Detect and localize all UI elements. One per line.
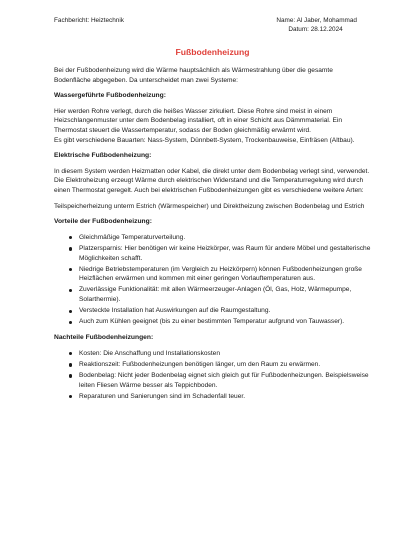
list-item: Platzersparnis: Hier benötigen wir keine Heizkörper, was Raum für andere Möbel und gestalterische Möglichkeiten schafft. [69,244,371,263]
list-item: Zuverlässige Funktionalität: mit allen Wärmeerzeuger-Anlagen (Öl, Gas, Holz, Wärmepumpe, Solarthermie). [69,285,371,304]
bullet-icon [69,363,72,366]
bullet-icon [69,289,72,292]
cons-list [54,349,371,402]
bullet-icon [69,268,72,271]
report-date: Datum: 28.12.2024 [288,26,343,33]
electric-paragraph-2: Teilspeicherheizung unterm Estrich (Wärmespeicher) und Direktheizung zwischen Bodenbelag und Estrich [54,202,365,210]
bullet-icon [69,236,72,239]
cons-heading: Nachteile Fußbodenheizungen: [54,334,154,342]
list-item: Kosten: Die Anschaffung und Installationskosten [69,349,371,359]
author-block [276,16,357,34]
bullet-icon [69,310,72,313]
document-title: Fußbodenheizung [175,47,250,57]
water-heading: Wassergeführte Fußbodenheizung: [54,92,166,100]
bullet-icon [69,247,72,250]
list-item: Gleichmäßige Temperaturverteilung. [69,233,371,243]
bullet-icon [69,374,72,377]
bullet-icon [69,395,72,398]
list-item: Reparaturen und Sanierungen sind im Schadenfall teuer. [69,392,371,402]
water-paragraph [54,107,371,145]
author-name: Name: Al Jaber, Mohammad [276,17,357,24]
report-subject: Fachbericht: Heiztechnik [54,17,124,24]
list-item: Bodenbelag: Nicht jeder Bodenbelag eignet sich gleich gut für Fußbodenheizungen. Beispielsweise leiten Fliesen Wärme besser als Teppichboden. [69,371,371,390]
list-item: Niedrige Betriebstemperaturen (im Vergleich zu Heizkörpern) können Fußbodenheizungen große Heizflächen erwärmen und kommen mit einer geringen Vorlauftemperaturen aus. [69,265,371,284]
list-item: Versteckte Installation hat Auswirkungen auf die Raumgestaltung. [69,306,371,316]
pros-list [54,233,371,327]
bullet-icon [69,321,72,324]
electric-paragraph-1: In diesem System werden Heizmatten oder Kabel, die direkt unter dem Bodenbelag verlegt sind, verwendet. Die Elektroheizung erzeugt Wärme durch elektrischen Widerstand und die Temperaturregelung wird durch einen Thermostat geregelt. Auch bei elektrischen Fußbodenheizungen gibt es verschiedene weitere Arten: [54,167,370,194]
intro-paragraph: Bei der Fußbodenheizung wird die Wärme hauptsächlich als Wärmestrahlung über die gesamte Bodenfläche abgegeben. Da unterscheidet man zwei Systeme: [54,67,333,84]
page-header [54,16,371,46]
bullet-icon [69,352,72,355]
water-text-2: Es gibt verschiedene Bauarten: Nass-System, Dünnbett-System, Trockenbauweise, Einfräsen (Altbau). [54,136,355,144]
list-item: Reaktionszeit: Fußbodenheizungen benötigen länger, um den Raum zu erwärmen. [69,360,371,370]
pros-heading: Vorteile der Fußbodenheizung: [54,218,152,226]
list-item: Auch zum Kühlen geeignet (bis zu einer bestimmten Temperatur aufgrund von Tauwasser). [69,317,371,327]
electric-heading: Elektrische Fußbodenheizung: [54,152,152,160]
water-text-1: Hier werden Rohre verlegt, durch die heißes Wasser zirkuliert. Diese Rohre sind meist in einem Heizschlangenmuster unter dem Bodenbelag installiert, oft in einer Schicht aus Dämmmaterial. Ein Thermostat steuert die Wassertemperatur, sodass der Boden gleichmäßig erwärmt wird. [54,107,343,134]
